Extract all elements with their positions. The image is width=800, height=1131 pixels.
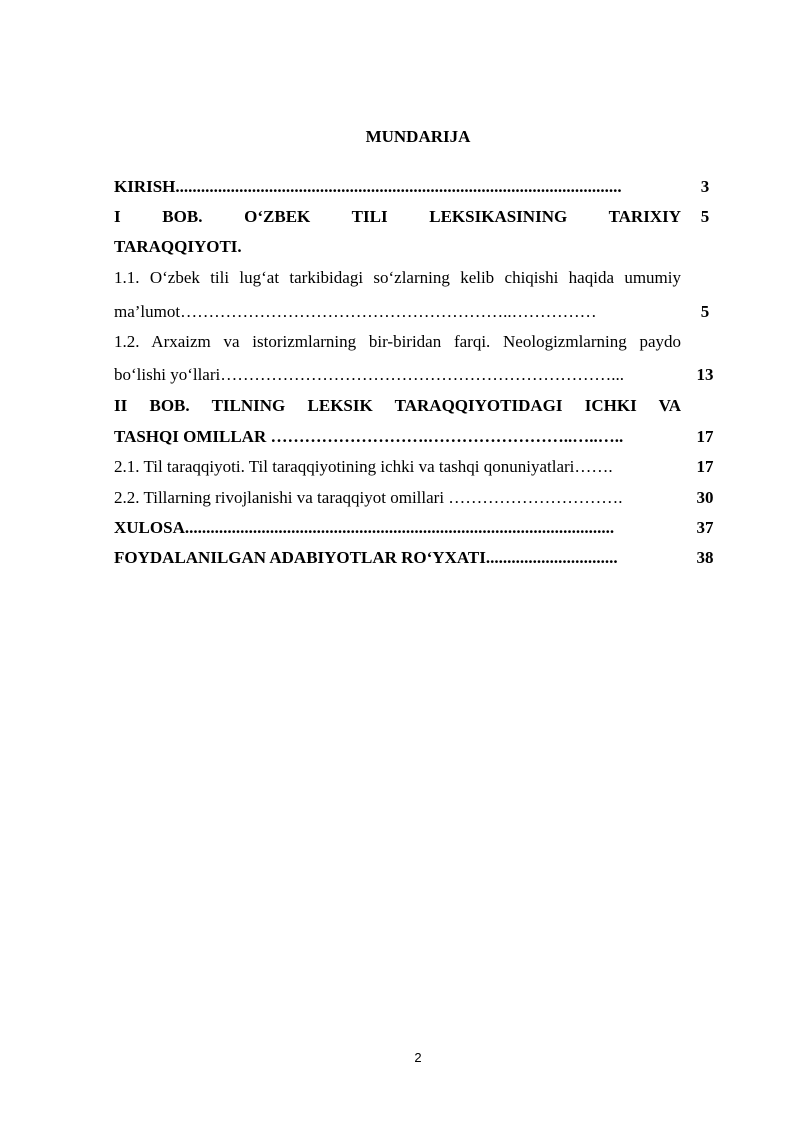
toc-entry-2-2[interactable]: 2.2. Tillarning rivojlanishi va taraqqiyot omillari …………………………. — [114, 488, 623, 507]
toc-entry-adabiyotlar[interactable]: FOYDALANILGAN ADABIYOTLAR RO‘YXATI............................... — [114, 548, 618, 567]
toc-page-1-1: 5 — [700, 302, 710, 321]
page-title: MUNDARIJA — [365, 127, 471, 146]
toc-page-bob2: 17 — [696, 427, 714, 446]
toc-page-2-1: 17 — [696, 457, 714, 476]
toc-entry-bob1[interactable]: I BOB. O‘ZBEK TILI LEKSIKASINING TARIXIY — [114, 207, 681, 226]
toc-page-bob1: 5 — [700, 207, 710, 226]
toc-entry-1-2[interactable]: 1.2. Arxaizm va istorizmlarning bir-biridan farqi. Neologizmlarning paydo — [114, 332, 681, 351]
toc-page-adabiyotlar: 38 — [696, 548, 714, 567]
toc-page-xulosa: 37 — [696, 518, 714, 537]
toc-entry-1-1-cont[interactable]: ma’lumot…………………………………………………..…………… — [114, 302, 597, 321]
toc-entry-1-1[interactable]: 1.1. O‘zbek tili lug‘at tarkibidagi so‘zlarning kelib chiqishi haqida umumiy — [114, 268, 681, 287]
toc-entry-bob2[interactable]: II BOB. TILNING LEKSIK TARAQQIYOTIDAGI ICHKI VA — [114, 396, 681, 415]
toc-entry-kirish[interactable]: KIRISH......................................................................................................... — [114, 177, 622, 196]
toc-entry-bob1-cont[interactable]: TARAQQIYOTI. — [114, 237, 242, 256]
toc-entry-1-2-cont[interactable]: bo‘lishi yo‘llari……………………………………………………………... — [114, 365, 624, 384]
toc-entry-bob2-cont[interactable]: TASHQI OMILLAR ……………………….……………………..…..….. — [114, 427, 624, 446]
toc-entry-2-1[interactable]: 2.1. Til taraqqiyoti. Til taraqqiyotining ichki va tashqi qonuniyatlari……. — [114, 457, 613, 476]
page-number: 2 — [414, 1050, 422, 1065]
toc-entry-xulosa[interactable]: XULOSA..................................................................................................... — [114, 518, 615, 537]
toc-page-1-2: 13 — [696, 365, 714, 384]
toc-page-2-2: 30 — [696, 488, 714, 507]
toc-page-kirish: 3 — [700, 177, 710, 196]
